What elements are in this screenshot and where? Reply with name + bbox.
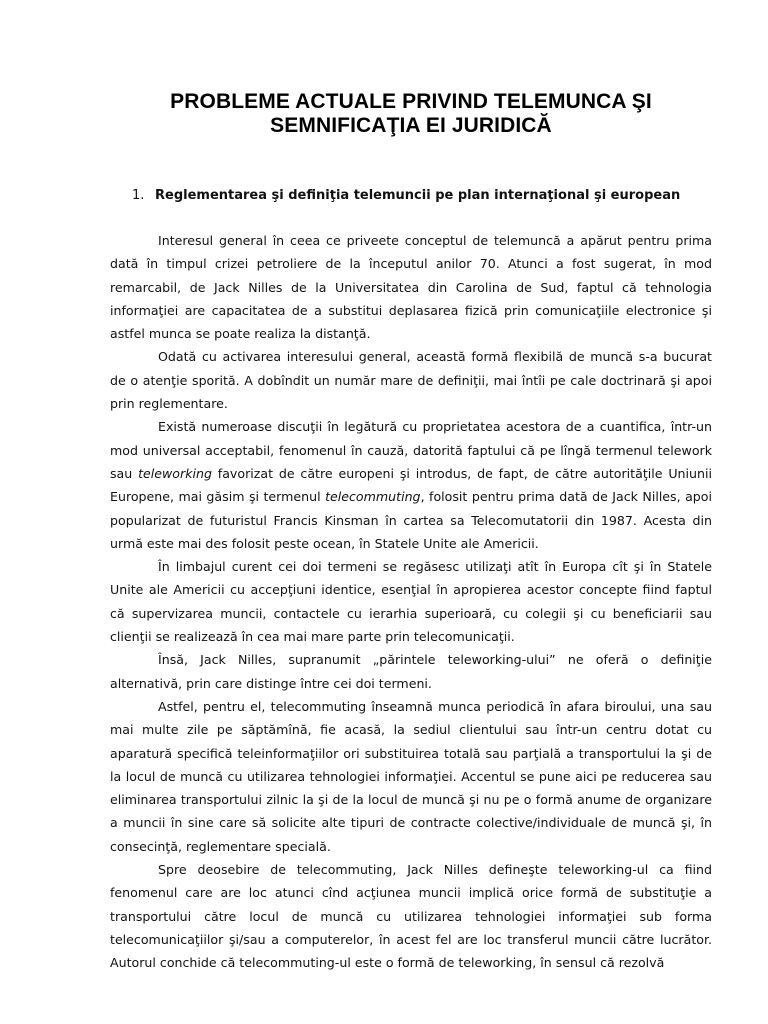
paragraph-6: Astfel, pentru el, telecommuting înseamnă munca periodică în afara biroului, una sau mai multe zile pe săptămînă, fie acasă, la sediul clientului sau într-un centru dotat cu aparatură specifică teleinformaţiilor ori substituirea totală sau parţială a transportului la şi de la locul de muncă cu utilizarea tehnologiei informaţiei. Accentul se pune aici pe reducerea sau eliminarea transportului zilnic la şi de la locul de muncă şi nu pe o formă anume de organizare a muncii în sine care să solicite alte tipuri de contracte colective/individuale de muncă şi, în consecinţă, reglementare specială. [110, 698, 712, 854]
paragraph-1: Interesul general în ceea ce priveete conceptul de telemuncă a apărut pentru prima dată în timpul crizei petroliere de la începutul anilor 70. Atunci a fost sugerat, în mod remarcabil, de Jack Nilles de la Universitatea din Carolina de Sud, faptul că tehnologia informaţiei are capacitatea de a substitui deplasarea fizică prin comunicaţiile electronice şi astfel munca se poate realiza la distanţă. [110, 233, 712, 342]
paragraph-7: Spre deosebire de telecommuting, Jack Nilles defineşte teleworking-ul ca fiind fenomenul care are loc atunci cînd acţiunea muncii implică orice formă de substituţie a transportului către locul de muncă cu utilizarea tehnologiei informaţiei sub forma telecomunicaţiilor şi/sau a computerelor, în acest fel are loc transferul muncii către lucrător. Autorul conchide că telecommuting-ul este o formă de teleworking, în sensul că rezolvă [110, 862, 712, 971]
paragraph-2: Odată cu activarea interesului general, această formă flexibilă de muncă s-a bucurat de o atenţie sporită. A dobîndit un număr mare de definiţii, mai întîi pe cale doctrinară şi apoi prin reglementare. [110, 349, 712, 412]
title-line-2: SEMNIFICAŢIA EI JURIDICĂ [270, 114, 552, 137]
paragraph-3-part-3: , folosit pentru prima dată de Jack Nilles, apoi popularizat de futuristul Francis Kinsman în cartea sa Telecomutatorii din 1987. Acesta din urmă este mai des folosit peste ocean, în Statele Unite ale Americii. [110, 489, 713, 551]
section-number: 1. [132, 188, 145, 203]
title-line-1: PROBLEME ACTUALE PRIVIND TELEMUNCA ŞI [170, 90, 652, 113]
section-heading-text: Reglementarea şi definiţia telemuncii pe plan internaţional şi european [155, 188, 681, 203]
term-telecommuting: telecommuting [325, 489, 421, 505]
document-title [110, 0, 712, 138]
document-body [110, 229, 713, 971]
paragraph-3 [110, 415, 712, 555]
term-teleworking: teleworking [138, 465, 212, 481]
paragraph-3-part-1: Există numeroase discuţii în legătură cu proprietatea acestora de a cuantifica, într-un mod universal acceptabil, fenomenul în cauză, datorită faptului că pe lîngă termenul telework sau [110, 419, 712, 481]
paragraph-4: În limbajul curent cei doi termeni se regăsesc utilizaţi atît în Europa cît şi în Statele Unite ale Americii cu accepţiuni identice, esenţial în apropierea acestor concepte fiind faptul că supervizarea muncii, contactele cu ierarhia superioară, cu colegii şi cu beneficiarii sau clienţii se realizează în cea mai mare parte prin telecomunicaţii. [110, 559, 712, 645]
paragraph-3-part-2: favorizat de către europeni şi introdus, de fapt, de către autorităţile Uniunii Europene, mai găsim şi termenul [110, 465, 712, 505]
paragraph-5: Însă, Jack Nilles, supranumit „părintele teleworking-ului” ne oferă o definiţie alternativă, prin care distinge între cei doi termeni. [110, 652, 712, 691]
section-heading [110, 188, 712, 204]
